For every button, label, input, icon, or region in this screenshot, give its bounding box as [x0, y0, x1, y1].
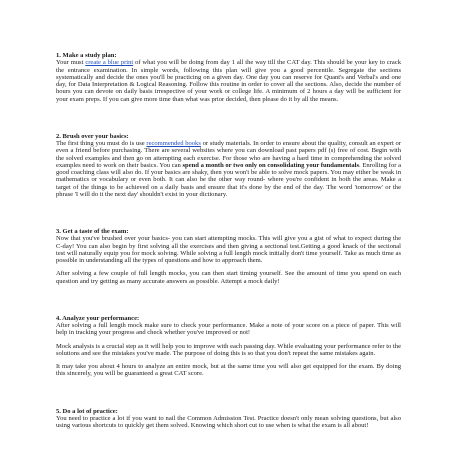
- document-page: [56, 52, 401, 429]
- text-run: of what you will be doing from day 1 all the way till the CAT day. This should be your key to crack the entrance examination. In simple words, following this plan will give you a good percentile. Segregate the sections systematically and decide the ones you'll be practicing on a given day. One day you can reserve for Quant's and Verbal's and one day, for Data Interpretation & Logical Reasoning. Follow this routine in order to cover all the sections. Also, decide the number of hours you can devote on daily basis irrespective of your work or college life. A minimum of 2 hours a day will be sufficient for your exam preps. If you can give more time than what was prior decided, then please do it by all the means.: [56, 59, 402, 103]
- section-heading: 2. Brush over your basics:: [56, 132, 129, 140]
- paragraph: [56, 270, 401, 285]
- section-gap: [56, 103, 401, 133]
- text-run: The first thing you must do is use: [56, 140, 147, 147]
- section-gap: [56, 198, 401, 228]
- text-run: You need to practice a lot if you want to nail the Common Admission Test. Practice doesn't only mean solving questions, but also using various shortcuts to quickly get them solved. Knowing which short cut to use when is what the exam is all about!: [56, 414, 401, 429]
- inline-link[interactable]: recommended books: [146, 140, 201, 147]
- inline-link[interactable]: create a blue print: [85, 59, 134, 67]
- paragraph: [56, 235, 401, 264]
- text-run: Mock analysis is a crucial step as it will help you to improve with each passing day. While evaluating your performance refer to the solutions and see the mistakes you've made. The purpose of doing this is so that you don't repeat the same mistakes again.: [56, 342, 401, 357]
- text-run: or study materials. In order to ensure about the quality, consult an expert or even a friend before purchasing. There are several websites where you can download past papers pdf (s) free of cost. Begin with the solved examples and then go on attempting each exercise. For those who are having a hard time in comprehending the solved examples need to work on their basics. You can: [56, 140, 401, 169]
- section-heading: 5. Do a lot of practice:: [56, 407, 118, 415]
- section-heading: 1. Make a study plan:: [56, 52, 117, 59]
- paragraph: [56, 363, 401, 378]
- section-2: [56, 133, 401, 198]
- paragraph: [56, 59, 401, 103]
- paragraph: [56, 140, 401, 198]
- text-run: It may take you about 4 hours to analyze an entire mock, but at the same time you will also get equipped for the exam. By doing this sincerely, you will be guaranteed a great CAT score.: [56, 363, 401, 378]
- paragraph: [56, 415, 401, 430]
- section-gap: [56, 378, 401, 408]
- section-1: [56, 52, 401, 103]
- section-5: [56, 408, 401, 430]
- paragraph: [56, 343, 401, 358]
- text-run: After solving a full length mock make sure to check your performance. Make a note of your score on a piece of paper. This will help in tracking your progress and check whether you've improved or not!: [56, 322, 401, 337]
- text-run: Your must: [56, 59, 86, 67]
- section-gap: [56, 285, 401, 315]
- text-run: . Enrolling for a good coaching class will also do. If your basics are shaky, then you won't be able to solve mock papers. You may either be weak in mathematics or vocabulary or even both. It can also be the other way round- where you're confident in both the areas. Make a target of the things to be achieved on a daily basis and ensure that it's done by the end of the day. The word 'tomorrow' or the phrase 'I will do it the next day' shouldn't exist in your dictionary.: [56, 161, 401, 198]
- section-heading: 3. Get a taste of the exam:: [56, 228, 129, 235]
- section-heading: 4. Analyze your performance:: [56, 314, 140, 322]
- bold-text: spend a month or two only on consolidating your fundamentals: [182, 161, 360, 169]
- text-run: Now that you've brushed over your basics- you can start attempting mocks. This will give you a gist of what to expect during the C-day! You can also begin by first solving all the exercises and then giving a sectional test.Getting a good knack of the sectional test will naturally equip you for mock solving. While solving a full length mock initially don't time yourself. Take as much time as possible in understanding all the types of questions and how to approach them.: [56, 235, 401, 264]
- text-run: After solving a few couple of full length mocks, you can then start timing yourself. See the amount of time you spend on each question and try getting as many accurate answers as possible. Attempt a mock daily!: [56, 270, 401, 285]
- section-3: [56, 228, 401, 285]
- paragraph: [56, 322, 401, 337]
- section-4: [56, 315, 401, 378]
